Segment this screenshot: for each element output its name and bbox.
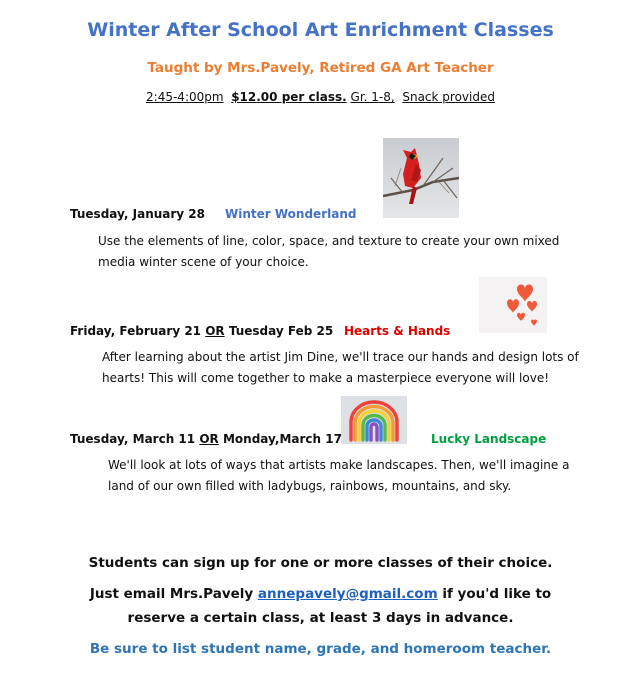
class-1-date: Tuesday, January 28 (70, 207, 205, 221)
class-2-date-a: Friday, February 21 (70, 324, 202, 338)
class-3-date-b: Monday,March 17 (222, 432, 342, 446)
class-snack: Snack provided (402, 90, 495, 104)
page-subtitle: Taught by Mrs.Pavely, Retired GA Art Teacher (147, 60, 494, 76)
class-2-name: Hearts & Hands (344, 324, 451, 338)
hearts-image (479, 277, 547, 333)
footer-email-post: if you'd like to (442, 586, 552, 602)
class-1-description: Use the elements of line, color, space, and texture to create your own mixed media winter scene of your choice. (98, 234, 560, 269)
class-grades: Gr. 1-8, (350, 90, 395, 104)
class-1-name: Winter Wonderland (225, 207, 357, 221)
footer-list-line: Be sure to list student name, grade, and homeroom teacher. (89, 641, 552, 657)
class-3-dates (70, 432, 342, 446)
class-3-or: OR (199, 432, 219, 446)
class-3-name: Lucky Landscape (431, 432, 547, 446)
class-2-dates (70, 324, 333, 338)
class-3-date-a: Tuesday, March 11 (70, 432, 196, 446)
class-2-description: After learning about the artist Jim Dine, we'll trace our hands and design lots of hearts! This will come together to make a masterpiece everyone will love! (102, 350, 579, 385)
footer-email-line (0, 586, 641, 602)
class-info-line (0, 90, 641, 104)
footer-reserve-line: reserve a certain class, at least 3 days in advance. (127, 610, 514, 626)
class-time: 2:45-4:00pm (146, 90, 224, 104)
class-2-or: OR (205, 324, 225, 338)
footer-email-pre: Just email Mrs.Pavely (89, 586, 254, 602)
email-link[interactable]: annepavely@gmail.com (257, 586, 438, 602)
footer-signup-line: Students can sign up for one or more classes of their choice. (88, 555, 553, 571)
class-price: $12.00 per class. (231, 90, 347, 104)
page-title: Winter After School Art Enrichment Classes (87, 19, 554, 41)
rainbow-image (341, 396, 407, 444)
cardinal-image (383, 138, 459, 218)
class-3-description: We'll look at lots of ways that artists make landscapes. Then, we'll imagine a land of our own filled with ladybugs, rainbows, mountains, and sky. (108, 458, 570, 493)
class-2-date-b: Tuesday Feb 25 (228, 324, 334, 338)
